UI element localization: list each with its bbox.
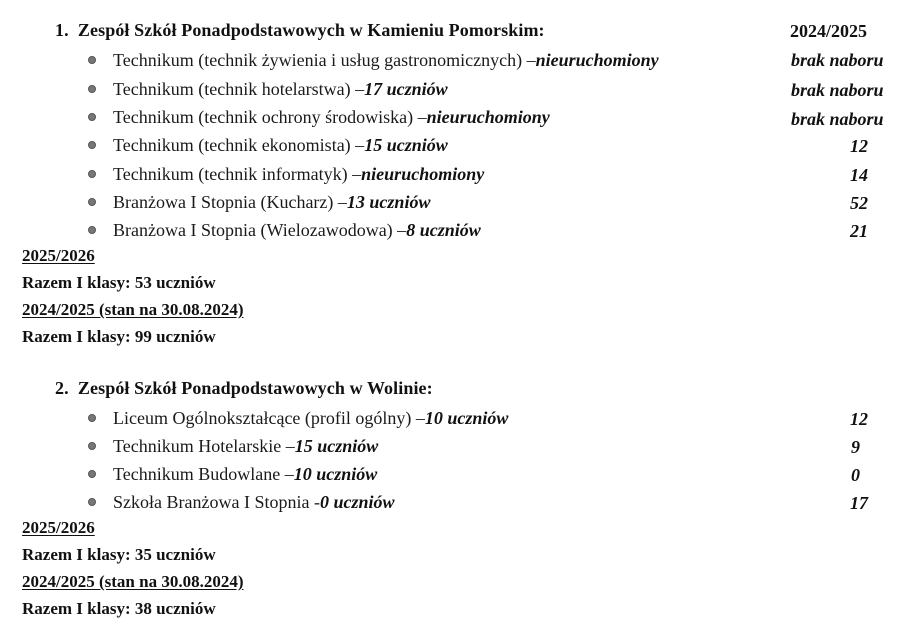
summary-year-heading: 2025/2026 <box>22 246 95 265</box>
bullet-icon <box>88 498 96 506</box>
list-item <box>88 162 484 186</box>
section-2-name: Zespół Szkół Ponadpodstawowych w Wolinie: <box>77 378 433 398</box>
bullet-icon <box>88 442 96 450</box>
list-item <box>88 190 430 214</box>
summary-year-heading: 2025/2026 <box>22 518 95 537</box>
item-value: 12 <box>850 136 868 156</box>
item-status: 10 uczniów <box>293 463 378 484</box>
list-item <box>88 218 481 242</box>
summary-total: Razem I klasy: 53 uczniów <box>22 273 216 292</box>
list-item <box>88 105 550 129</box>
section-1-number: 1. <box>55 20 69 40</box>
item-status: nieuruchomiony <box>535 49 659 70</box>
summary-year-heading: 2024/2025 (stan na 30.08.2024) <box>22 572 244 591</box>
list-item <box>88 406 508 430</box>
item-status: 17 uczniów <box>364 78 448 99</box>
item-status: nieuruchomiony <box>426 106 550 127</box>
item-value: brak naboru <box>791 80 884 100</box>
bullet-icon <box>88 226 96 234</box>
summary-total: Razem I klasy: 38 uczniów <box>22 599 216 618</box>
item-status: 15 uczniów <box>294 435 379 456</box>
bullet-icon <box>88 113 96 121</box>
item-value: 9 <box>851 437 860 457</box>
item-label: Liceum Ogólnokształcące (profil ogólny) – <box>113 407 425 428</box>
item-status: 8 uczniów <box>406 219 481 240</box>
bullet-icon <box>88 141 96 149</box>
list-item <box>88 490 394 514</box>
item-label: Branżowa I Stopnia (Wielozawodowa) – <box>113 219 407 240</box>
item-status: 13 uczniów <box>346 191 431 212</box>
item-value: 52 <box>850 193 868 213</box>
bullet-icon <box>88 414 96 422</box>
summary-total: Razem I klasy: 35 uczniów <box>22 545 216 564</box>
section-2-number: 2. <box>55 378 69 398</box>
list-item <box>88 77 448 101</box>
item-value: 17 <box>850 493 868 513</box>
item-label: Technikum (technik żywienia i usług gastronomicznych) – <box>113 49 536 70</box>
summary-total: Razem I klasy: 99 uczniów <box>22 327 216 346</box>
section-1-title <box>55 20 545 41</box>
item-label: Technikum (technik hotelarstwa) – <box>113 78 365 99</box>
item-label: Technikum (technik ochrony środowiska) – <box>113 106 427 127</box>
bullet-icon <box>88 470 96 478</box>
bullet-icon <box>88 85 96 93</box>
section-2-title <box>55 378 433 399</box>
summary-year-heading: 2024/2025 (stan na 30.08.2024) <box>22 300 244 319</box>
item-value: 0 <box>851 465 860 485</box>
list-item <box>88 48 659 72</box>
item-value: brak naboru <box>791 109 884 129</box>
bullet-icon <box>88 170 96 178</box>
list-item <box>88 133 448 157</box>
item-label: Branżowa I Stopnia (Kucharz) – <box>113 191 347 212</box>
year-column-header: 2024/2025 <box>790 21 868 41</box>
item-status: nieuruchomiony <box>361 163 485 184</box>
list-item <box>88 462 377 486</box>
bullet-icon <box>88 198 96 206</box>
item-value: 14 <box>850 165 868 185</box>
item-value: brak naboru <box>791 50 884 70</box>
item-value: 12 <box>850 409 868 429</box>
item-value: 21 <box>850 221 868 241</box>
item-label: Technikum Budowlane – <box>113 463 294 484</box>
item-label: Technikum (technik informatyk) – <box>113 163 362 184</box>
item-label: Szkoła Branżowa I Stopnia - <box>113 491 320 512</box>
list-item <box>88 434 378 458</box>
bullet-icon <box>88 56 96 64</box>
item-label: Technikum (technik ekonomista) – <box>113 134 365 155</box>
item-label: Technikum Hotelarskie – <box>113 435 295 456</box>
section-1-name: Zespół Szkół Ponadpodstawowych w Kamieniu Pomorskim: <box>77 20 545 40</box>
item-status: 10 uczniów <box>424 407 509 428</box>
item-status: 0 uczniów <box>319 491 395 512</box>
item-status: 15 uczniów <box>364 134 448 155</box>
